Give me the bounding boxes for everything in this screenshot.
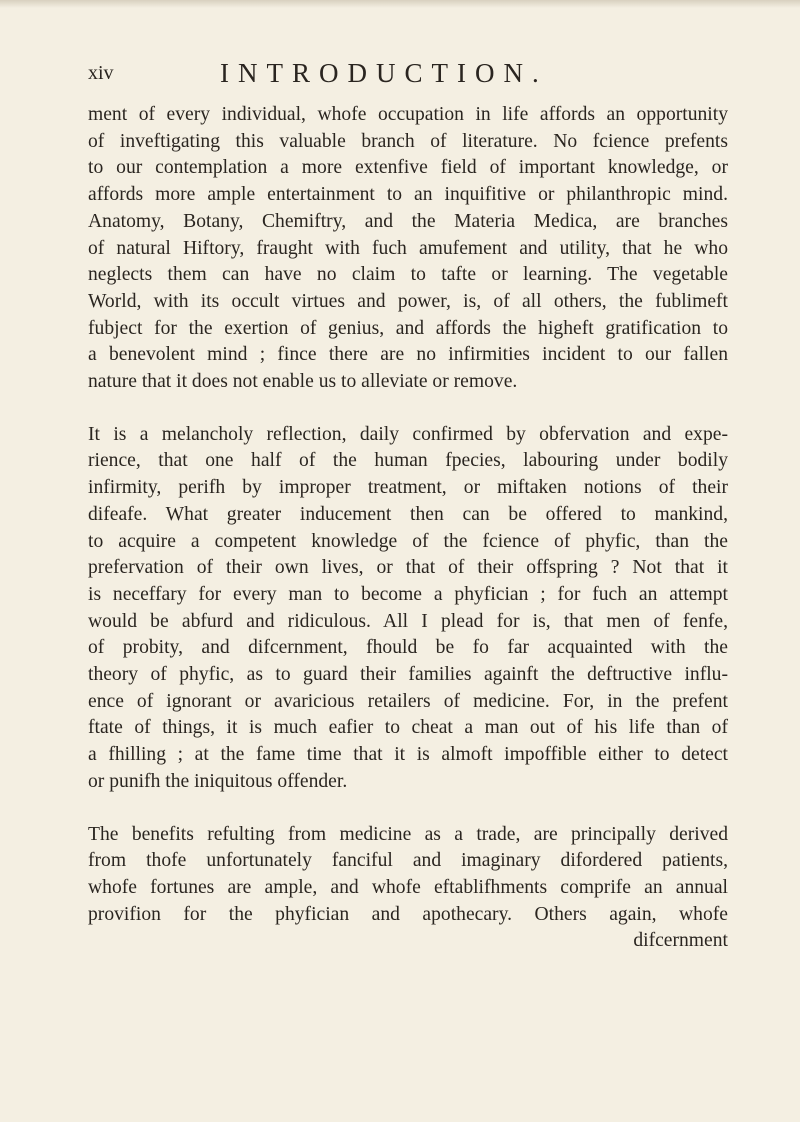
paragraph-1 — [88, 102, 728, 396]
text-line: to our contemplation a more extenfive field of important knowledge, or — [88, 157, 728, 179]
text-line: Anatomy, Botany, Chemiftry, and the Materia Medica, are branches — [88, 210, 728, 232]
text-line: of natural Hiftory, fraught with fuch amufement and utility, that he who — [88, 237, 728, 259]
text-line: ftate of things, it is much eafier to cheat a man out of his life than of — [88, 717, 728, 739]
text-line: The benefits refulting from medicine as a trade, are principally derived — [88, 823, 728, 845]
catchword: difcernment — [633, 930, 728, 952]
text-line: fubject for the exertion of genius, and affords the higheft gratification to — [88, 317, 728, 339]
text-line: ment of every individual, whofe occupation in life affords an opportunity — [88, 104, 728, 125]
body-text — [88, 102, 728, 955]
paragraph-gap — [88, 396, 728, 422]
text-line: to acquire a competent knowledge of the fcience of phyfic, than the — [88, 530, 728, 552]
text-line: nature that it does not enable us to alleviate or remove. — [88, 371, 518, 393]
text-line: World, with its occult virtues and power, is, of all others, the fublimeft — [88, 290, 728, 312]
text-line: from thofe unfortunately fanciful and imaginary difordered patients, — [88, 850, 728, 872]
text-line: a fhilling ; at the fame time that it is almoft impoffible either to detect — [88, 744, 728, 766]
text-line: provifion for the phyfician and apothecary. Others again, whofe — [88, 903, 728, 925]
text-line: would be abfurd and ridiculous. All I plead for is, that men of fenfe, — [88, 610, 728, 632]
text-line: infirmity, perifh by improper treatment, or miftaken notions of their — [88, 477, 728, 499]
text-line: a benevolent mind ; fince there are no infirmities incident to our fallen — [88, 344, 728, 366]
page-number: xiv — [88, 62, 114, 84]
running-title: INTRODUCTION. — [220, 58, 548, 88]
text-line: of probity, and difcernment, fhould be fo far acquainted with the — [88, 637, 728, 659]
text-line: It is a melancholy reflection, daily confirmed by obfervation and expe- — [88, 423, 728, 445]
text-line: neglects them can have no claim to tafte or learning. The vegetable — [88, 264, 728, 286]
paragraph-2 — [88, 422, 728, 796]
text-line: theory of phyfic, as to guard their families againft the deftructive influ- — [88, 664, 728, 686]
text-line: is neceffary for every man to become a phyfician ; for fuch an attempt — [88, 583, 728, 605]
text-line: prefervation of their own lives, or that of their offspring ? Not that it — [88, 557, 728, 579]
text-line: rience, that one half of the human fpecies, labouring under bodily — [88, 450, 728, 472]
text-line: or punifh the iniquitous offender. — [88, 770, 348, 792]
text-line: of inveftigating this valuable branch of literature. No fcience prefents — [88, 130, 728, 152]
text-line: affords more ample entertainment to an inquifitive or philanthropic mind. — [88, 184, 728, 206]
text-line: difeafe. What greater inducement then can be offered to mankind, — [88, 503, 728, 525]
page-header — [88, 58, 728, 94]
text-line: ence of ignorant or avaricious retailers of medicine. For, in the prefent — [88, 690, 728, 712]
paragraph-3 — [88, 822, 728, 956]
page-edge — [0, 0, 800, 8]
paragraph-gap — [88, 796, 728, 822]
text-line: whofe fortunes are ample, and whofe eftablifhments comprife an annual — [88, 876, 728, 898]
